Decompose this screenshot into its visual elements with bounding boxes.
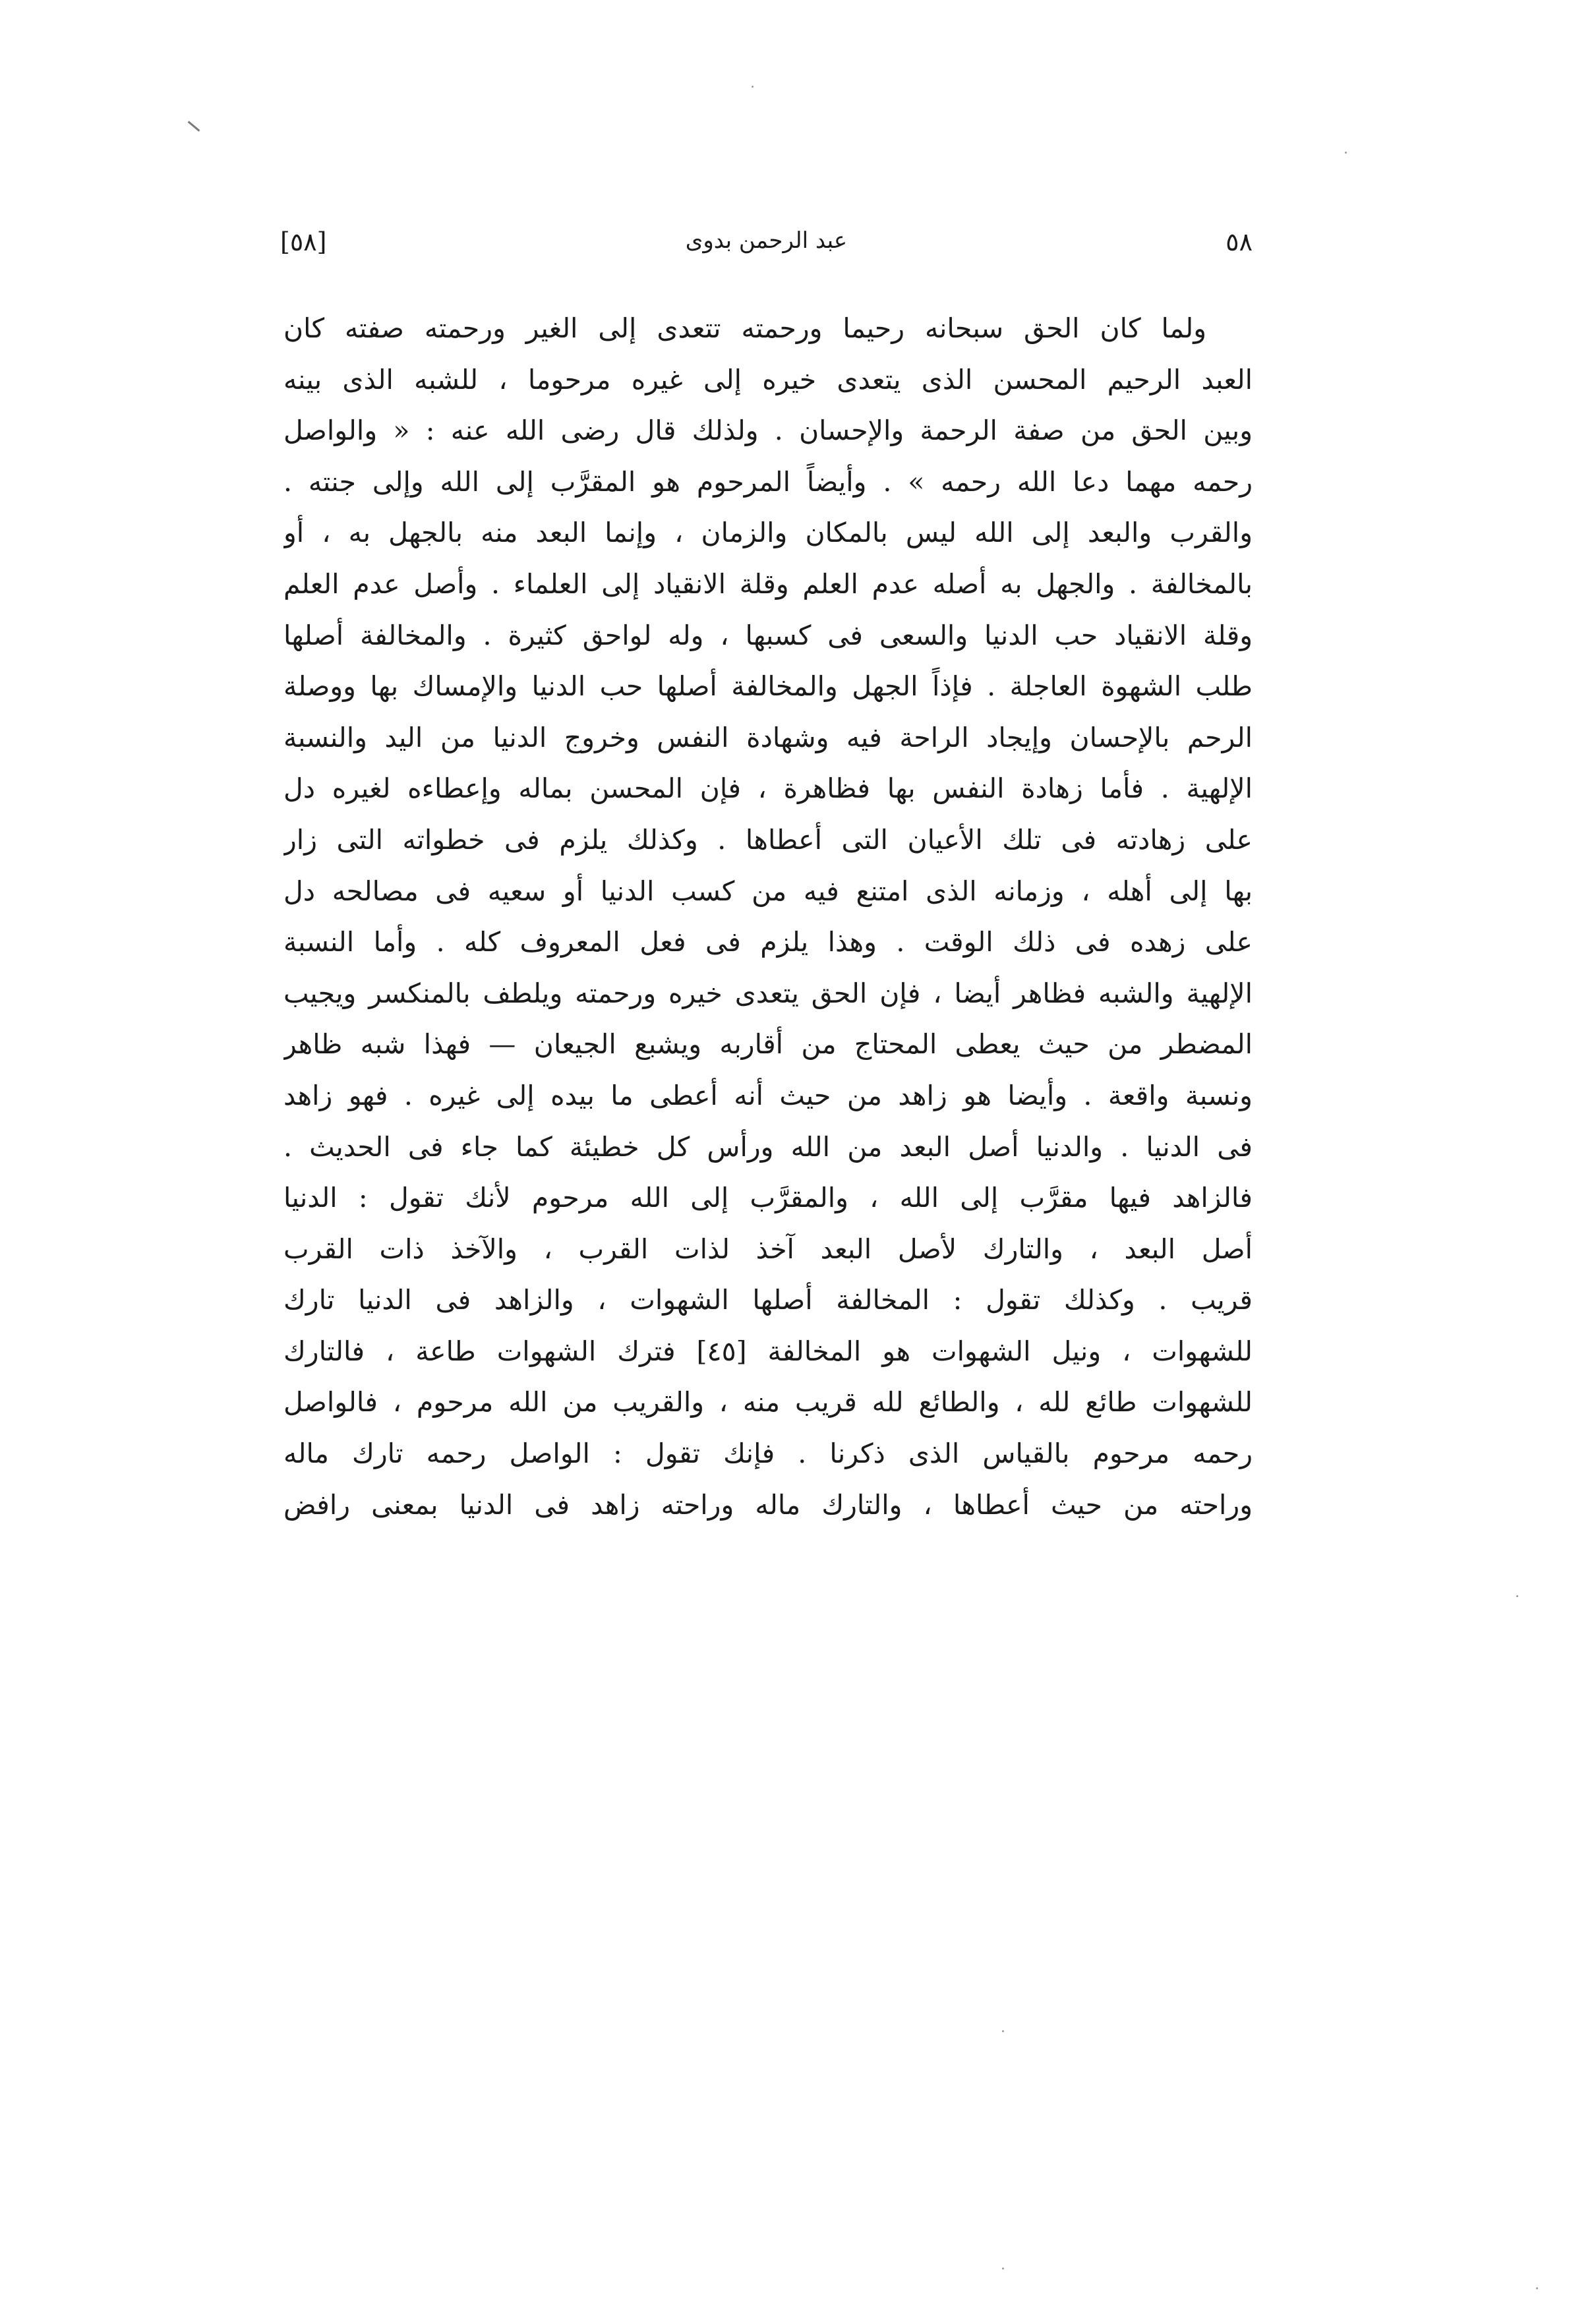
text-line: المضطر من حيث يعطى المحتاج من أقاربه ويشبع الجيعان — فهذا شبه ظاهر [283,1028,1253,1061]
text-line: وراحته من حيث أعطاها ، والتارك ماله وراحته زاهد فى الدنيا بمعنى رافض [283,1488,1253,1521]
text-line: على زهادته فى تلك الأعيان التى أعطاها . وكذلك يلزم فى خطواته التى زار [283,823,1253,856]
text-line: وقلة الانقياد حب الدنيا والسعى فى كسبها ، وله لواحق كثيرة . والمخالفة أصلها [283,619,1253,651]
text-line: على زهده فى ذلك الوقت . وهذا يلزم فى فعل المعروف كله . وأما النسبة [283,926,1253,958]
text-line: ولما كان الحق سبحانه رحيما ورحمته تتعدى إلى الغير ورحمته صفته كان [283,312,1206,344]
text-line: طلب الشهوة العاجلة . فإذاً الجهل والمخالفة أصلها حب الدنيا والإمساك بها ووصلة [283,670,1253,703]
text-line: للشهوات ، ونيل الشهوات هو المخالفة [٤٥] فترك الشهوات طاعة ، فالتارك [283,1335,1253,1367]
scan-speck [752,86,754,88]
bracket-page-number: [٥٨] [280,227,327,256]
running-title: عبد الرحمن بدوى [685,227,848,254]
scan-speck [1345,152,1347,154]
text-line: الإلهية والشبه فظاهر أيضا ، فإن الحق يتعدى خيره ورحمته ويلطف بالمنكسر ويجيب [283,977,1253,1009]
text-line: أصل البعد ، والتارك لأصل البعد آخذ لذات القرب ، والآخذ ذات القرب [283,1233,1253,1265]
scan-speck [1536,2287,1538,2289]
body-text [283,303,1253,1531]
text-line: والقرب والبعد إلى الله ليس بالمكان والزمان ، وإنما البعد منه بالجهل به ، أو [283,517,1253,549]
text-line: الرحم بالإحسان وإيجاد الراحة فيه وشهادة النفس وخروج الدنيا من اليد والنسبة [283,721,1253,753]
text-line: رحمه مرحوم بالقياس الذى ذكرنا . فإنك تقول : الواصل رحمه تارك ماله [283,1438,1253,1470]
text-line: الإلهية . فأما زهادة النفس بها فظاهرة ، فإن المحسن بماله وإعطاءه لغيره دل [283,773,1253,805]
text-line: وبين الحق من صفة الرحمة والإحسان . ولذلك قال رضى الله عنه : « والواصل [283,415,1253,447]
page-header [280,227,1253,274]
text-line: قريب . وكذلك تقول : المخالفة أصلها الشهوات ، والزاهد فى الدنيا تارك [283,1284,1253,1316]
text-line: بها إلى أهله ، وزمانه الذى امتنع فيه من كسب الدنيا أو سعيه فى مصالحه دل [283,875,1253,907]
page-number: ٥٨ [1226,227,1253,256]
text-line: للشهوات طائع لله ، والطائع لله قريب منه ، والقريب من الله مرحوم ، فالواصل [283,1386,1253,1419]
scan-speck [1002,2030,1004,2032]
text-line: العبد الرحيم المحسن الذى يتعدى خيره إلى غيره مرحوما ، للشبه الذى بينه [283,363,1253,395]
scan-speck [1516,1595,1518,1597]
text-line: بالمخالفة . والجهل به أصله عدم العلم وقلة الانقياد إلى العلماء . وأصل عدم العلم [283,568,1253,600]
scan-mark [188,121,200,131]
text-line: ونسبة واقعة . وأيضا هو زاهد من حيث أنه أعطى ما بيده إلى غيره . فهو زاهد [283,1079,1253,1111]
text-line: فالزاهد فيها مقرَّب إلى الله ، والمقرَّب إلى الله مرحوم لأنك تقول : الدنيا [283,1182,1253,1214]
text-line: فى الدنيا . والدنيا أصل البعد من الله ورأس كل خطيئة كما جاء فى الحديث . [283,1130,1253,1163]
text-line: رحمه مهما دعا الله رحمه » . وأيضاً المرحوم هو المقرَّب إلى الله وإلى جنته . [283,465,1253,498]
scan-speck [1002,2268,1004,2269]
